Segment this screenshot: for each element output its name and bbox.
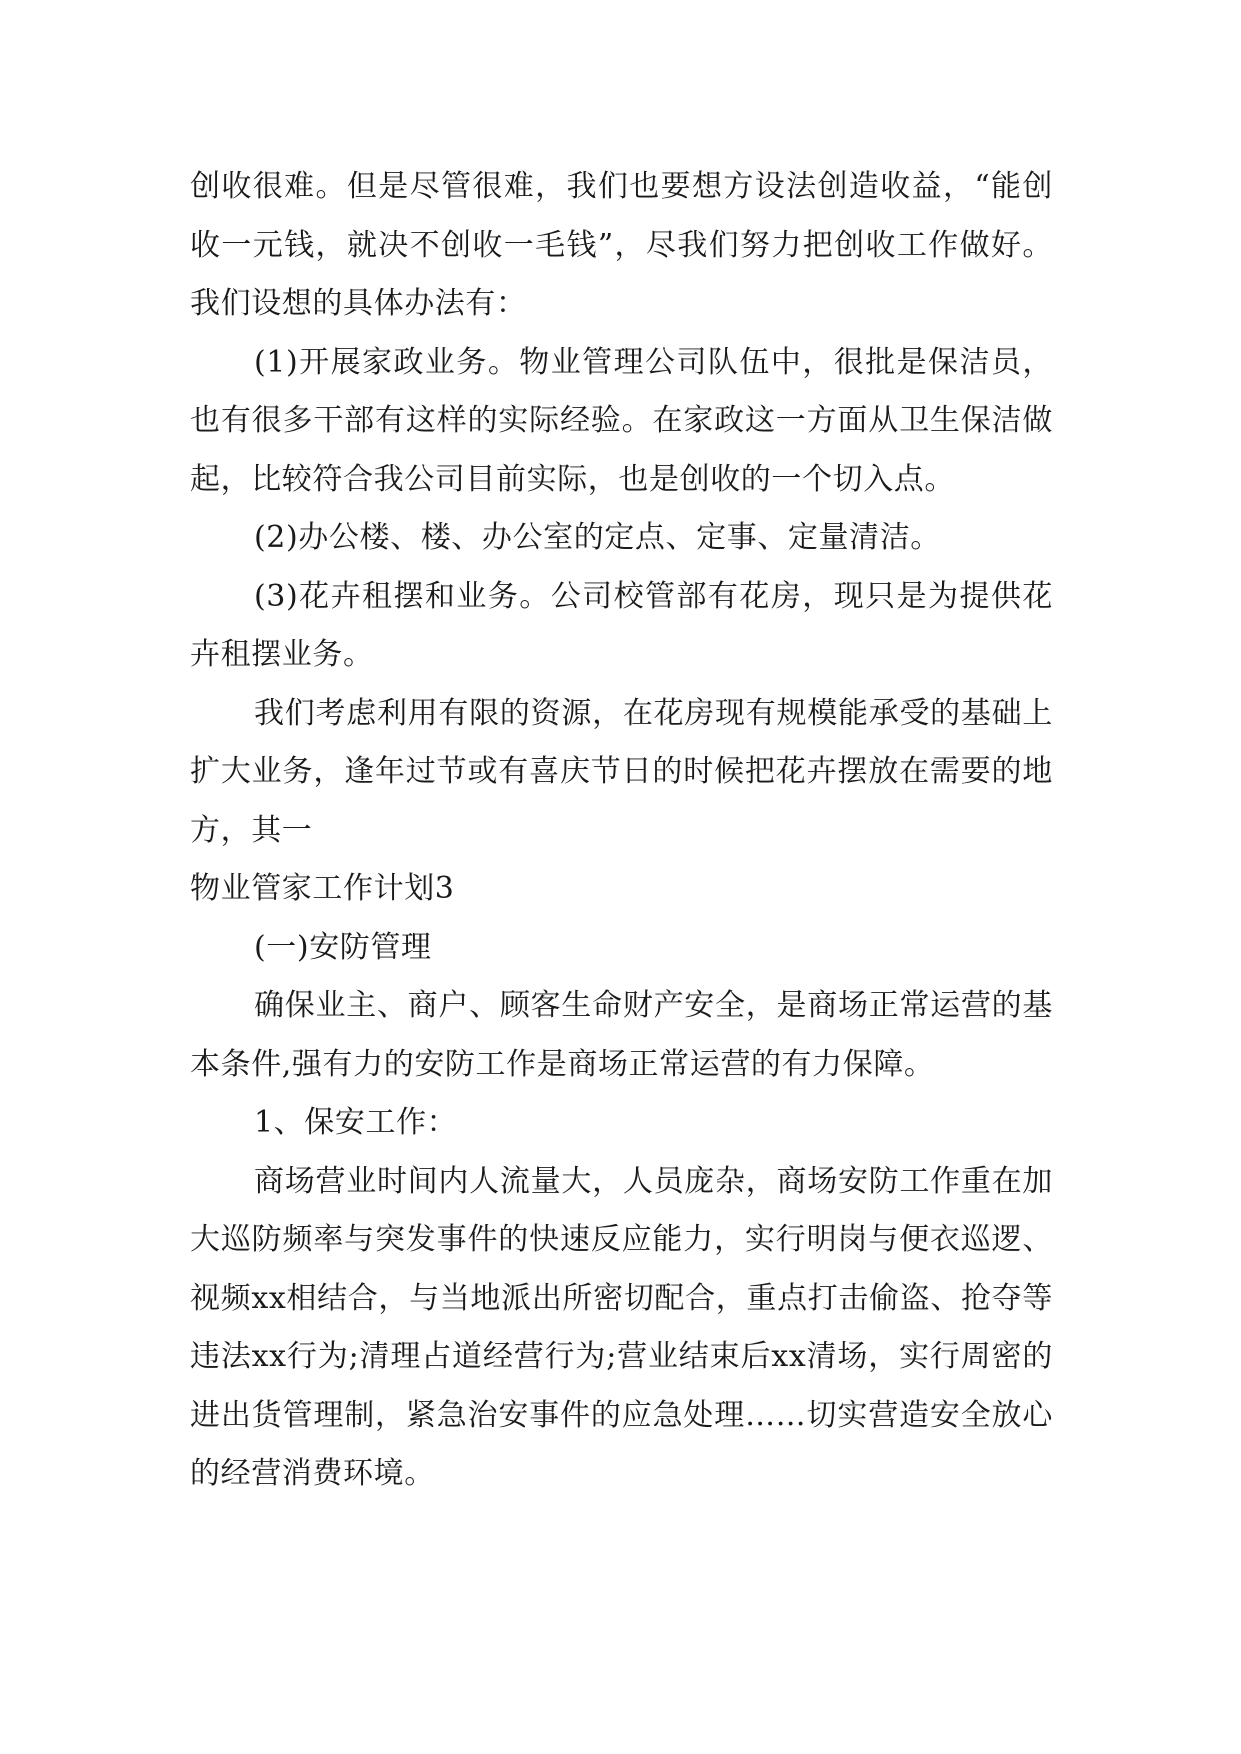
paragraph-item-3: (3)花卉租摆和业务。公司校管部有花房，现只是为提供花卉租摆业务。 bbox=[190, 578, 1053, 672]
paragraph-item-3-detail: 我们考虑利用有限的资源，在花房现有规模能承受的基础上扩大业务，逢年过节或有喜庆节日的时候把花卉摆放在需要的地方，其一 bbox=[190, 695, 1053, 848]
paragraph-security-intro: 确保业主、商户、顾客生命财产安全，是商场正常运营的基本条件,强有力的安防工作是商场正常运营的有力保障。 bbox=[190, 988, 1053, 1082]
list-heading-guard-work: 1、保安工作： bbox=[254, 1105, 458, 1140]
paragraph-guard-work: 商场营业时间内人流量大，人员庞杂，商场安防工作重在加大巡防频率与突发事件的快速反应能力，实行明岗与便衣巡逻、视频xx相结合，与当地派出所密切配合，重点打击偷盗、抢夺等违法xx行为;清理占道经营行为;营业结束后xx清场，实行周密的进出货管理制，紧急治安事件的应急处理……切实营造安全放心的经营消费环境。 bbox=[190, 1163, 1053, 1491]
section-heading: 物业管家工作计划3 bbox=[190, 871, 455, 906]
paragraph-intro: 创收很难。但是尽管很难，我们也要想方设法创造收益，“能创收一元钱，就决不创收一毛钱”，尽我们努力把创收工作做好。我们设想的具体办法有： bbox=[190, 169, 1053, 321]
document-page bbox=[190, 158, 1053, 1504]
paragraph-item-1: (1)开展家政业务。物业管理公司队伍中，很批是保洁员，也有很多干部有这样的实际经验。在家政这一方面从卫生保洁做起，比较符合我公司目前实际，也是创收的一个切入点。 bbox=[190, 344, 1053, 497]
paragraph-item-2: (2)办公楼、楼、办公室的定点、定事、定量清洁。 bbox=[254, 520, 941, 555]
subsection-title: (一)安防管理 bbox=[254, 929, 432, 965]
